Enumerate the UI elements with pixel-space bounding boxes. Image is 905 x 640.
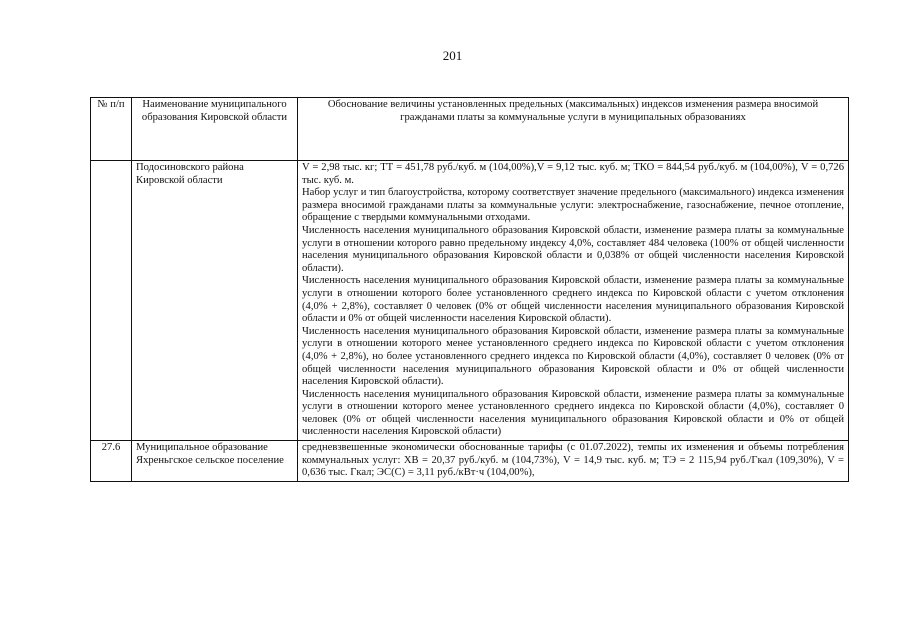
row-number bbox=[91, 161, 132, 441]
basis-paragraph: Численность населения муниципального образования Кировской области, изменение размера платы за коммунальные услуги в отношении которого более установленного среднего индекса по Кировской области с учетом отклонения (4,0% + 2,8%), составляет 0 человек (0% от общей численности населения муниципального образования Кировской области и 0% от общей численности населения Кировской области). bbox=[302, 275, 844, 325]
header-municipality: Наименование муниципального образования Кировской области bbox=[132, 98, 298, 161]
row-number: 27.6 bbox=[91, 441, 132, 482]
basis-paragraph: Численность населения муниципального образования Кировской области, изменение размера платы за коммунальные услуги в отношении которого менее установленного среднего индекса по Кировской области с учетом отклонения (4,0% + 2,8%), но более установленного среднего индекса по Кировской области (4,0%), составляет 0 человек (0% от общей численности населения муниципального образования Кировской области и 0% от общей численности населения Кировской области). bbox=[302, 325, 844, 388]
table-row bbox=[91, 161, 849, 441]
basis-cell bbox=[298, 161, 849, 441]
header-basis: Обоснование величины установленных предельных (максимальных) индексов изменения размера вносимой гражданами платы за коммунальные услуги в муниципальных образованиях bbox=[298, 98, 849, 161]
basis-paragraph: Численность населения муниципального образования Кировской области, изменение размера платы за коммунальные услуги в отношении которого равно предельному индексу 4,0%, составляет 484 человека (100% от общей численности населения муниципального образования Кировской области и 0,038% от общей численности населения Кировской области). bbox=[302, 224, 844, 274]
page-number: 201 bbox=[442, 48, 463, 63]
table-header-row bbox=[91, 98, 849, 161]
table-row bbox=[91, 441, 849, 482]
municipality-name: Муниципальное образование Яхреньгское сельское поселение bbox=[132, 441, 298, 482]
basis-paragraph: средневзвешенные экономически обоснованные тарифы (с 01.07.2022), темпы их изменения и объемы потребления коммунальных услуг: ХВ = 20,37 руб./куб. м (104,73%), V = 14,9 тыс. куб. м; ТЭ = 2 115,94 руб./Гкал (109,30%), V = 0,636 тыс. Гкал; ЭС(С) = 3,11 руб./кВт·ч (104,00%), bbox=[302, 442, 844, 479]
municipality-name: Подосиновского района Кировской области bbox=[132, 161, 298, 441]
basis-paragraph: V = 2,98 тыс. кг; ТТ = 451,78 руб./куб. м (104,00%),V = 9,12 тыс. куб. м; ТКО = 844,54 руб./куб. м (104,00%), V = 0,726 тыс. куб. м. bbox=[302, 162, 844, 186]
header-number: № п/п bbox=[91, 98, 132, 161]
basis-paragraph: Набор услуг и тип благоустройства, которому соответствует значение предельного (максимального) индекса изменения размера вносимой гражданами платы за коммунальные услуги: электроснабжение, газоснабжение, печное отопление, обращение с твердыми коммунальными отходами. bbox=[302, 187, 844, 224]
tariff-index-table bbox=[90, 97, 849, 482]
basis-cell bbox=[298, 441, 849, 482]
basis-paragraph: Численность населения муниципального образования Кировской области, изменение размера платы за коммунальные услуги в отношении которого менее установленного среднего индекса по Кировской области (4,0%), составляет 0 человек (0% от общей численности населения муниципального образования Кировской области и 0% от общей численности населения Кировской области) bbox=[302, 388, 844, 438]
